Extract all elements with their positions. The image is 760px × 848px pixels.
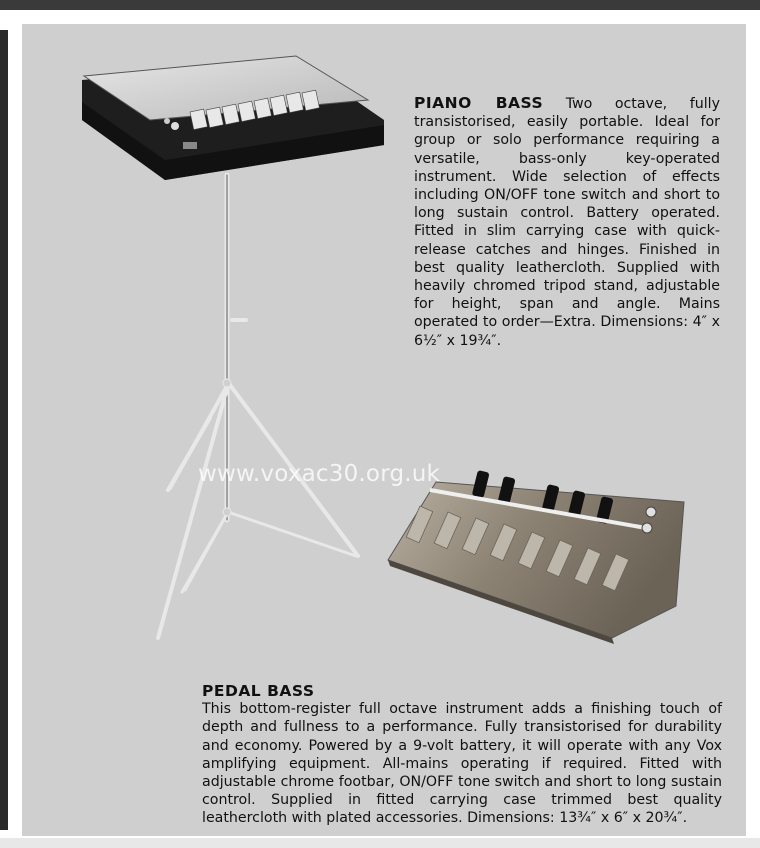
pedal-bass-body: This bottom-register full octave instrument adds a finishing touch of depth and fullness to a performance. Fully transistorised for durability and economy. Powered by a 9-volt battery, it will operate with any Vox amplifying equipment. All-mains operating if required. Fitted with adjustable chrome footbar, ON/OFF tone switch and short to long sustain control. Supplied in fitted carrying case trimmed best quality leathercloth with plated accessories. Dimensions: 13¾″ x 6″ x 20¾″.: [202, 701, 722, 827]
piano-bass-image: [82, 56, 384, 638]
pedal-bass-description: [202, 682, 722, 828]
piano-bass-heading: PIANO BASS: [414, 94, 544, 112]
pedal-bass-image: [388, 470, 684, 644]
piano-bass-description: [414, 94, 720, 350]
pedal-bass-heading: PEDAL BASS: [202, 682, 315, 700]
piano-bass-body: Two octave, fully transistorised, easily portable. Ideal for group or solo performance requiring a versatile, bass-only key-operated instrument. Wide selection of effects including ON/OFF tone switch and short to long sustain control. Battery operated. Fitted in slim carrying case with quick-release catches and hinges. Finished in best quality leathercloth. Supplied with heavily chromed tripod stand, adjustable for height, span and angle. Mains operated to order—Extra. Dimensions: 4″ x 6½″ x 19¾″.: [414, 96, 720, 349]
watermark: www.voxac30.org.uk: [198, 461, 441, 487]
tripod-stand: [158, 175, 358, 638]
